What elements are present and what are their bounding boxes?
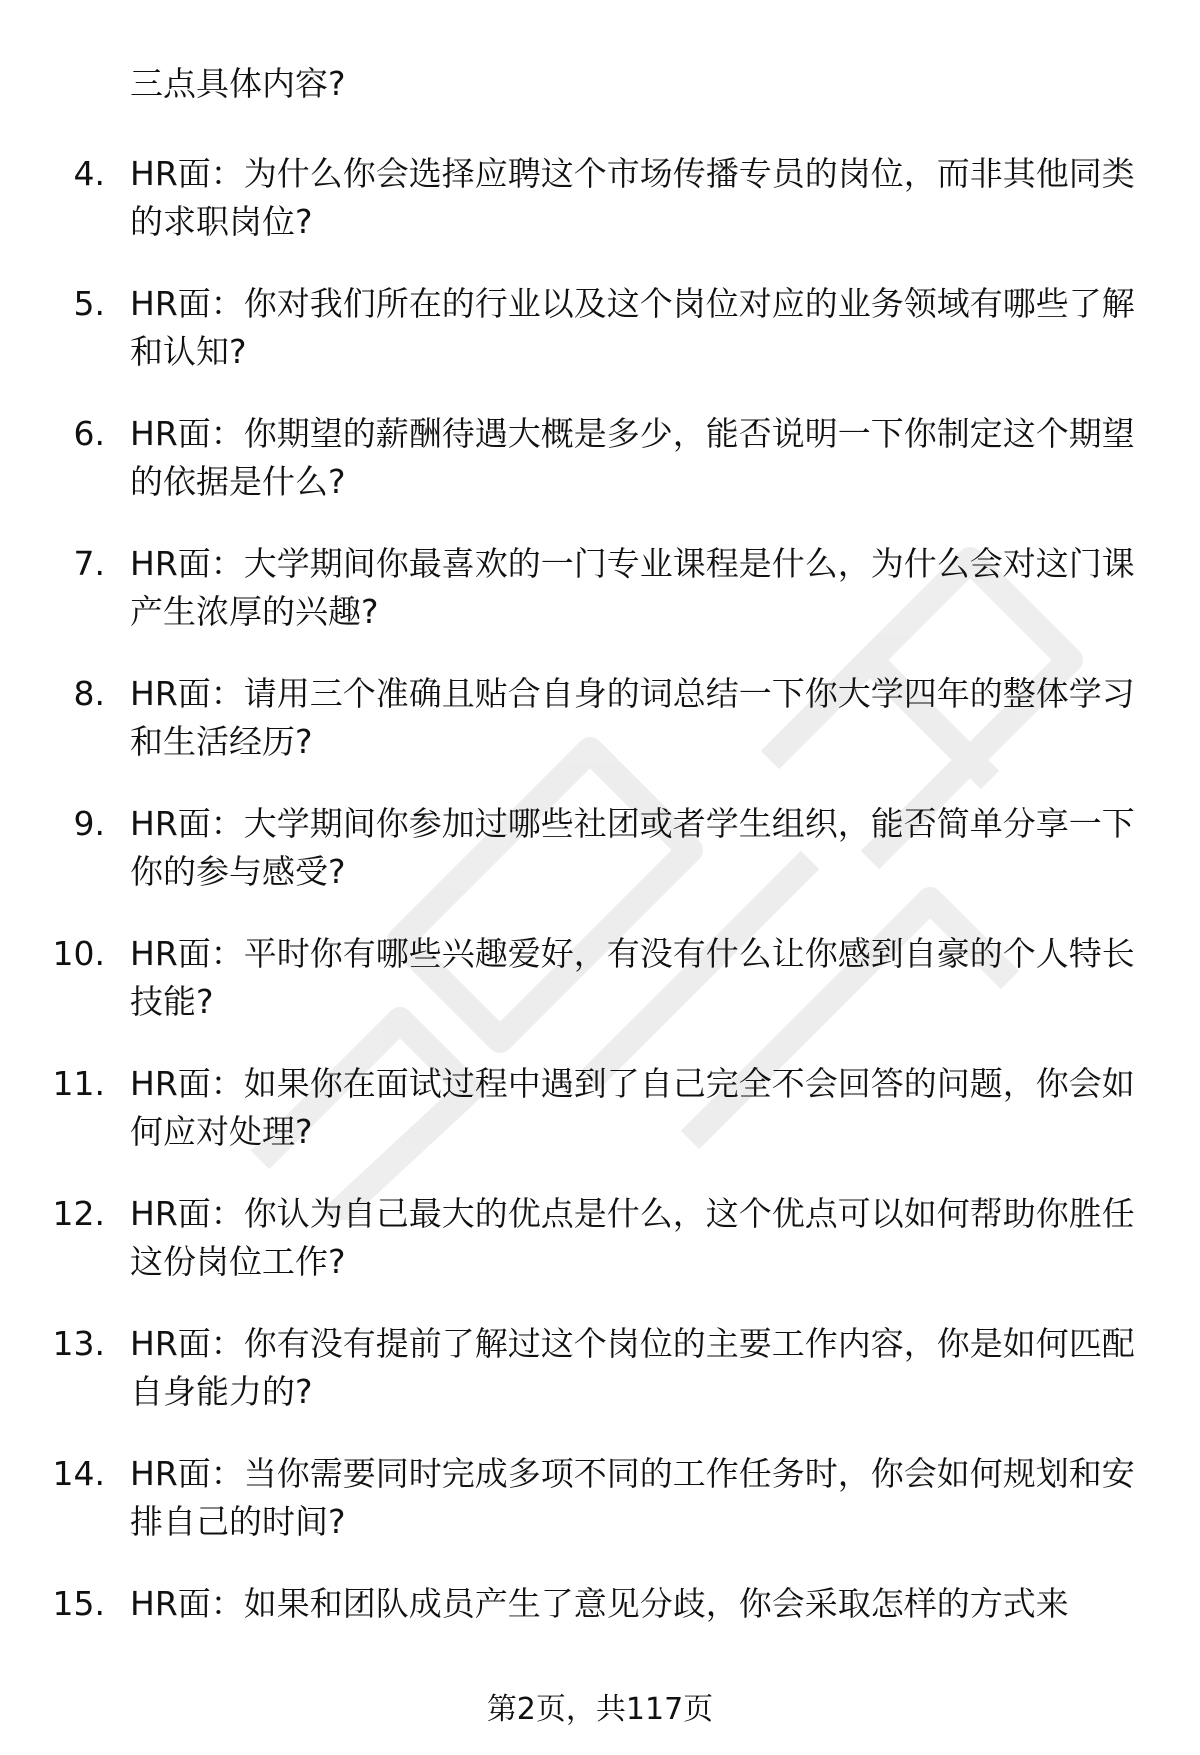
question-text: HR面：请用三个准确且贴合自身的词总结一下你大学四年的整体学习和生活经历?	[130, 674, 1135, 761]
question-number: 9.	[73, 804, 105, 843]
list-item	[0, 800, 1200, 930]
question-number: 5.	[73, 284, 105, 323]
question-number: 10.	[52, 934, 105, 973]
question-text: HR面：当你需要同时完成多项不同的工作任务时，你会如何规划和安排自己的时间?	[130, 1454, 1135, 1541]
question-number: 8.	[73, 674, 105, 713]
question-number: 15.	[52, 1584, 105, 1623]
list-item	[0, 280, 1200, 410]
list-item	[0, 150, 1200, 280]
question-text: HR面：你期望的薪酬待遇大概是多少，能否说明一下你制定这个期望的依据是什么?	[130, 414, 1135, 501]
list-item	[0, 540, 1200, 670]
question-number: 14.	[52, 1454, 105, 1493]
question-text: HR面：大学期间你最喜欢的一门专业课程是什么，为什么会对这门课产生浓厚的兴趣?	[130, 544, 1135, 631]
question-number: 6.	[73, 414, 105, 453]
question-text: HR面：大学期间你参加过哪些社团或者学生组织，能否简单分享一下你的参与感受?	[130, 804, 1135, 891]
question-number: 13.	[52, 1324, 105, 1363]
list-item	[0, 1060, 1200, 1190]
question-list	[0, 150, 1200, 1710]
question-number: 12.	[52, 1194, 105, 1233]
question-text: HR面：如果你在面试过程中遇到了自己完全不会回答的问题，你会如何应对处理?	[130, 1064, 1135, 1151]
list-item	[0, 1320, 1200, 1450]
list-item	[0, 670, 1200, 800]
question-number: 4.	[73, 154, 105, 193]
list-item	[0, 1190, 1200, 1320]
list-item	[0, 1450, 1200, 1580]
list-item	[0, 930, 1200, 1060]
question-number: 7.	[73, 544, 105, 583]
question-text: HR面：为什么你会选择应聘这个市场传播专员的岗位，而非其他同类的求职岗位?	[130, 154, 1135, 241]
question-text: HR面：你有没有提前了解过这个岗位的主要工作内容，你是如何匹配自身能力的?	[130, 1324, 1135, 1411]
question-text: HR面：你对我们所在的行业以及这个岗位对应的业务领域有哪些了解和认知?	[130, 284, 1135, 371]
list-item	[0, 410, 1200, 540]
question-text: HR面：平时你有哪些兴趣爱好，有没有什么让你感到自豪的个人特长技能?	[130, 934, 1135, 1021]
question-number: 11.	[52, 1064, 105, 1103]
question-text: HR面：你认为自己最大的优点是什么，这个优点可以如何帮助你胜任这份岗位工作?	[130, 1194, 1135, 1281]
page-footer: 第2页，共117页	[486, 1692, 714, 1727]
previous-question-continuation: 三点具体内容?	[130, 64, 346, 103]
question-text: HR面：如果和团队成员产生了意见分歧，你会采取怎样的方式来	[130, 1584, 1069, 1623]
